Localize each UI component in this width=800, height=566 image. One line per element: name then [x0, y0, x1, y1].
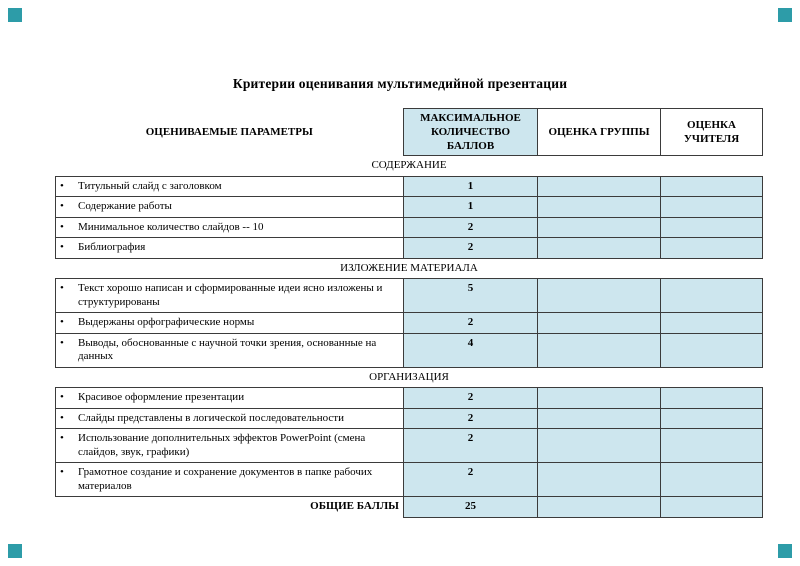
param-cell: [56, 388, 404, 409]
column-header-max-score: МАКСИМАЛЬНОЕ КОЛИЧЕСТВО БАЛЛОВ: [404, 109, 538, 156]
param-text: Текст хорошо написан и сформированные идеи ясно изложены и структурированы: [78, 282, 383, 308]
group-score-cell: [538, 279, 661, 313]
bullet-icon: •: [60, 336, 64, 349]
criteria-table: [55, 108, 763, 518]
column-header-group-score: ОЦЕНКА ГРУППЫ: [538, 109, 661, 156]
section-header-organization: ОРГАНИЗАЦИЯ: [369, 370, 449, 383]
bullet-icon: •: [60, 432, 64, 444]
max-score-cell: 1: [404, 197, 538, 218]
table-row: [56, 388, 763, 409]
group-score-cell: [538, 313, 661, 334]
param-cell: [56, 408, 404, 429]
table-row: [56, 279, 763, 313]
param-cell: [56, 463, 404, 497]
bullet-icon: •: [60, 200, 64, 212]
param-cell: [56, 238, 404, 259]
param-cell: [56, 333, 404, 367]
param-cell: [56, 176, 404, 197]
param-text: Минимальное количество слайдов -- 10: [78, 220, 264, 233]
group-score-cell: [538, 429, 661, 463]
teacher-score-cell: [661, 176, 763, 197]
section-header-presentation: ИЗЛОЖЕНИЕ МАТЕРИАЛА: [340, 261, 478, 274]
section-row: [56, 258, 763, 279]
param-text: Использование дополнительных эффектов PowerPoint (смена слайдов, звук, графики): [78, 432, 366, 458]
table-row: [56, 408, 763, 429]
param-cell: [56, 429, 404, 463]
group-score-cell: [538, 333, 661, 367]
teacher-score-cell: [661, 408, 763, 429]
param-text: Грамотное создание и сохранение документов в папке рабочих материалов: [78, 466, 373, 492]
bullet-icon: •: [60, 411, 64, 424]
table-row: [56, 313, 763, 334]
group-score-cell: [538, 217, 661, 238]
bullet-icon: •: [60, 316, 64, 328]
param-text: Выдержаны орфографические нормы: [78, 316, 255, 328]
corner-marker-top-right: [778, 8, 792, 22]
bullet-icon: •: [60, 466, 64, 478]
bullet-icon: •: [60, 220, 64, 233]
group-score-cell: [538, 388, 661, 409]
param-text: Содержание работы: [78, 200, 172, 212]
table-row: [56, 217, 763, 238]
section-header-content: СОДЕРЖАНИЕ: [371, 159, 447, 171]
column-header-parameters: ОЦЕНИВАЕМЫЕ ПАРАМЕТРЫ: [56, 109, 404, 156]
section-row: [56, 156, 763, 177]
page-title: Критерии оценивания мультимедийной презентации: [232, 76, 568, 91]
param-cell: [56, 217, 404, 238]
corner-marker-top-left: [8, 8, 22, 22]
max-score-cell: 1: [404, 176, 538, 197]
header-row: [56, 109, 763, 156]
teacher-score-cell: [661, 497, 763, 518]
param-cell: [56, 197, 404, 218]
max-score-cell: 2: [404, 238, 538, 259]
total-row: [56, 497, 763, 518]
section-row: [56, 367, 763, 388]
group-score-cell: [538, 197, 661, 218]
teacher-score-cell: [661, 463, 763, 497]
teacher-score-cell: [661, 238, 763, 259]
param-text: Слайды представлены в логической последовательности: [78, 411, 344, 424]
table-row: [56, 333, 763, 367]
max-score-cell: 2: [404, 217, 538, 238]
bullet-icon: •: [60, 241, 64, 253]
max-score-cell: 2: [404, 408, 538, 429]
max-score-cell: 5: [404, 279, 538, 313]
teacher-score-cell: [661, 313, 763, 334]
param-text: Библиография: [78, 241, 146, 253]
total-score-cell: 25: [404, 497, 538, 518]
bullet-icon: •: [60, 391, 64, 403]
table-row: [56, 429, 763, 463]
group-score-cell: [538, 408, 661, 429]
param-text: Красивое оформление презентации: [78, 391, 245, 403]
table-row: [56, 176, 763, 197]
teacher-score-cell: [661, 279, 763, 313]
max-score-cell: 2: [404, 463, 538, 497]
table-row: [56, 238, 763, 259]
column-header-teacher-score: ОЦЕНКА УЧИТЕЛЯ: [661, 109, 763, 156]
table-row: [56, 197, 763, 218]
group-score-cell: [538, 176, 661, 197]
teacher-score-cell: [661, 388, 763, 409]
teacher-score-cell: [661, 217, 763, 238]
max-score-cell: 2: [404, 388, 538, 409]
bullet-icon: •: [60, 179, 64, 192]
table-row: [56, 463, 763, 497]
corner-marker-bottom-right: [778, 544, 792, 558]
param-text: Титульный слайд с заголовком: [78, 179, 222, 192]
teacher-score-cell: [661, 197, 763, 218]
bullet-icon: •: [60, 282, 64, 294]
group-score-cell: [538, 238, 661, 259]
total-label: ОБЩИЕ БАЛЛЫ: [310, 500, 399, 512]
max-score-cell: 4: [404, 333, 538, 367]
param-text: Выводы, обоснованные с научной точки зрения, основанные на данных: [78, 336, 377, 362]
group-score-cell: [538, 497, 661, 518]
corner-marker-bottom-left: [8, 544, 22, 558]
param-cell: [56, 313, 404, 334]
teacher-score-cell: [661, 333, 763, 367]
max-score-cell: 2: [404, 313, 538, 334]
max-score-cell: 2: [404, 429, 538, 463]
group-score-cell: [538, 463, 661, 497]
teacher-score-cell: [661, 429, 763, 463]
param-cell: [56, 279, 404, 313]
